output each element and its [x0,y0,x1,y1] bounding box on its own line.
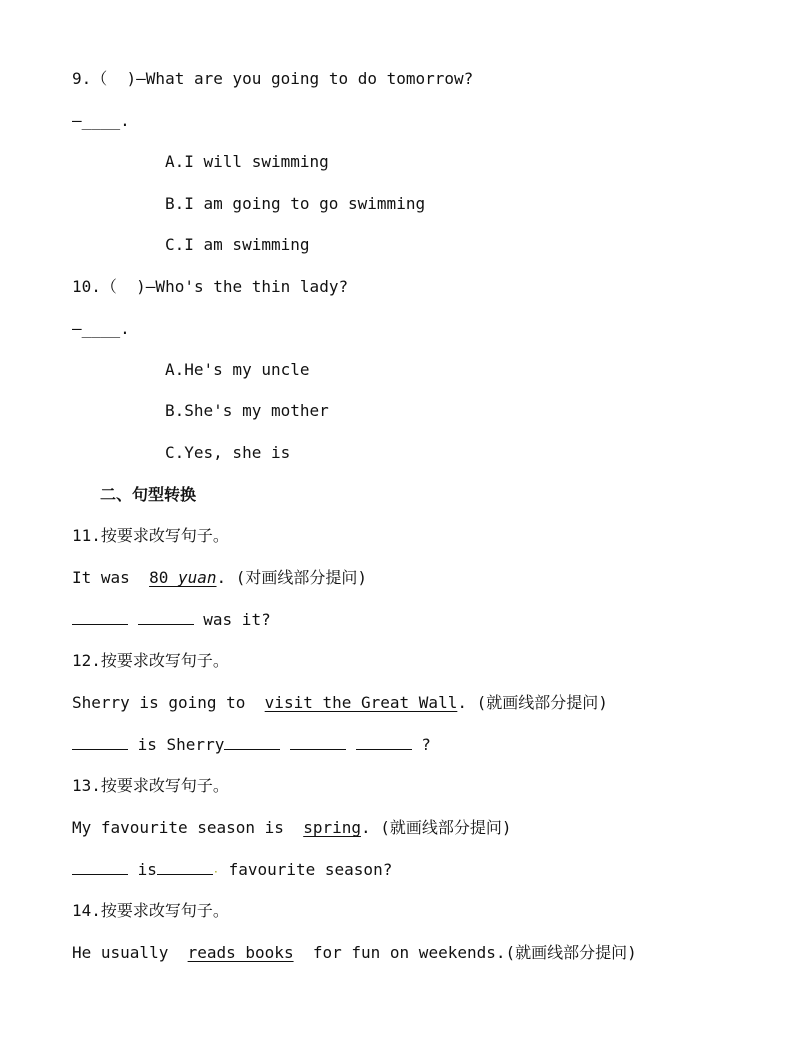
q9-answer-line: —____. [72,111,130,130]
q10-option-a: A.He's my uncle [165,360,310,379]
q12-answer [72,735,431,755]
q11-answer [72,610,271,630]
q13-answer-text-a: is [128,860,157,879]
q13-answer-text-b: favourite season? [218,860,393,879]
q12-answer-end: ? [411,735,431,754]
q11-underlined [149,568,216,587]
q14-post: for fun on weekends.(就画线部分提问) [293,943,637,962]
q14-pre: He usually [72,943,178,962]
q13-post: . (就画线部分提问) [361,818,512,837]
q11-blank-1[interactable] [72,610,128,625]
q13-sentence [72,818,512,838]
stray-mark: · [212,867,219,878]
q11-pre: It was [72,568,140,587]
q11-post: . (对画线部分提问) [216,568,368,587]
q13-underlined: spring [303,818,361,837]
q12-underlined: visit the Great Wall [264,693,458,712]
q12-sentence [72,693,608,713]
q11-underlined-number: 80 [149,568,178,587]
q13-blank-2[interactable] [157,860,213,875]
q13-blank-1[interactable] [72,860,128,875]
q12-prompt: 12.按要求改写句子。 [72,651,229,670]
q10-option-b: B.She's my mother [165,401,329,420]
q11-blank-2[interactable] [138,610,194,625]
q12-post: . (就画线部分提问) [457,693,608,712]
q10-option-c: C.Yes, she is [165,443,291,462]
q9-option-a: A.I will swimming [165,152,329,171]
q10-question: 10.（ )—Who's the thin lady? [72,277,349,296]
q14-sentence [72,943,637,963]
q12-blank-4[interactable] [356,735,412,750]
q11-underlined-unit: yuan [177,568,217,587]
section-title: 二、句型转换 [100,485,197,504]
q13-answer [72,860,392,880]
q13-prompt: 13.按要求改写句子。 [72,776,229,795]
q9-option-b: B.I am going to go swimming [165,194,426,213]
q12-answer-text: is Sherry [128,735,225,754]
q14-prompt: 14.按要求改写句子。 [72,901,229,920]
q11-answer-text: was it? [193,610,271,629]
q11-sentence [72,568,367,588]
q12-blank-3[interactable] [290,735,346,750]
q9-option-c: C.I am swimming [165,235,310,254]
q14-underlined: reads books [187,943,294,962]
q9-question: 9.（ )—What are you going to do tomorrow? [72,69,474,88]
q12-blank-1[interactable] [72,735,128,750]
q13-pre: My favourite season is [72,818,294,837]
q11-prompt: 11.按要求改写句子。 [72,526,229,545]
q12-pre: Sherry is going to [72,693,256,712]
q12-blank-2[interactable] [224,735,280,750]
q10-answer-line: —____. [72,319,130,338]
